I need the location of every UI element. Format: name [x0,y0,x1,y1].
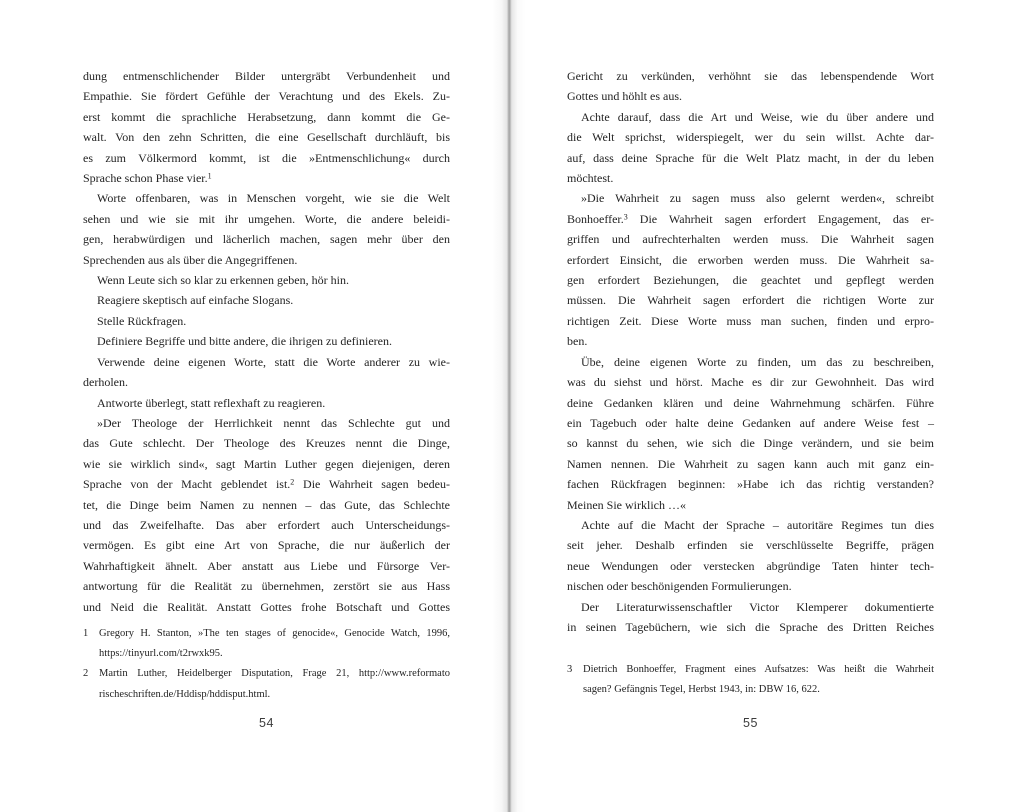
text-line: Worte offenbaren, was in Menschen vorgeht, wie sie die Welt [97,191,450,206]
text-line: gen, herabwürdigen und lächerlich machen, sagen mehr über den [83,232,450,247]
text-line: Gericht zu verkünden, verhöhnt sie das lebenspendende Wort [567,69,934,83]
text-line: Sprechenden aus als über die Angegriffenen. [83,252,298,267]
text-line: was du siehst und hörst. Mache es dir zur Gewohnheit. Das wird [567,375,934,390]
text-line: Antworte überlegt, statt reflexhaft zu reagieren. [97,395,326,410]
text-line: Sprache von der Macht geblendet ist.$^2$ Die Wahrheit sagen bedeu- [83,477,450,492]
text-line: richtigen Zeit. Diese Worte muss man suchen, finden und erpro- [567,313,934,328]
paragraph [83,270,450,290]
footnote-text [583,660,934,700]
paragraph [567,107,934,189]
page-gutter-shadow [492,0,526,812]
text-line: nischen oder beschönigenden Formulierungen. [567,579,792,594]
footnote-text [99,664,450,704]
text-line: Übe, deine eigenen Worte zu finden, um das zu beschreiben, [581,354,934,369]
text-line: Achte darauf, dass die Art und Weise, wie du über andere und [581,109,934,124]
text-line: Sprache schon Phase vier.$^1$ [83,171,212,186]
paragraph [83,311,450,331]
page-number-right: 55 [743,716,758,730]
text-line: und das Zweifelhafte. Das aber erfordert auch Unterscheidungs- [83,517,450,532]
text-line: Gottes und höhlt es aus. [567,89,682,104]
text-line: tet, die Dinge beim Namen zu nennen – das Gute, das Schlechte [83,497,450,512]
footnote-marker: 1 [207,171,212,181]
text-line: dung entmenschlichender Bilder untergräbt Verbundenheit und [83,69,450,83]
text-line: deine Gedanken klären und deine Wahrnehmung schärfen. Führe [567,395,934,410]
text-line: und Neid die Realität. Anstatt Gottes frohe Botschaft und Gottes [83,599,450,614]
footnote-line: Dietrich Bonhoeffer, Fragment eines Aufsatzes: Was heißt die Wahrheit [583,664,934,675]
paragraph [83,413,450,617]
paragraph [567,352,934,515]
text-line: Stelle Rückfragen. [97,313,187,328]
text-line: wie sie wirklich sind«, sagt Martin Luther gegen diejenigen, deren [83,456,450,471]
text-line: »Der Theologe der Herrlichkeit nennt das Schlechte gut und [97,415,450,430]
text-line: müssen. Die Wahrheit sagen erfordert die richtigen Worte zur [567,293,934,308]
paragraph [567,66,934,107]
body-text-left [83,66,450,617]
paragraph [567,515,934,597]
text-line: das Gute schlecht. Der Theologe des Kreuzes nennt die Dinge, [83,436,450,451]
text-line: erst kommt die sprachliche Herabsetzung, dann kommt die Ge- [83,109,450,124]
text-line: »Die Wahrheit zu sagen muss also gelernt werden«, schreibt [581,191,934,206]
footnote-line: rischeschriften.de/Hddisp/hddisput.html. [99,688,271,700]
text-line: seit jeher. Deshalb erfinden sie verschlüsselte Begriffe, prägen [567,538,934,553]
text-line: vermögen. Es gibt eine Art von Sprache, die nur äußerlich der [83,538,450,553]
footnote-marker: 3 [623,212,628,222]
text-line: es zum Völkermord kommt, ist die »Entmenschlichung« durch [83,150,450,165]
text-line: auf, dass deine Sprache für die Welt Platz macht, in der du leben [567,150,934,165]
text-line: Bonhoeffer.$^3$ Die Wahrheit sagen erfordert Engagement, das er- [567,211,934,226]
footnotes-left [83,624,450,705]
text-line: antwortung für die Realität zu übernehmen, zerstört sie aus Hass [83,579,450,594]
paragraph [83,393,450,413]
text-line: derholen. [83,375,128,390]
paragraph [83,66,450,188]
text-line: möchtest. [567,171,614,186]
footnote [567,660,934,700]
text-line: Der Literaturwissenschaftler Victor Klemperer dokumentierte [581,599,934,614]
text-line: in seinen Tagebüchern, wie sich die Sprache des Dritten Reiches [567,619,934,634]
text-line: gen erfordert Beziehungen, die geachtet und gepflegt werden [567,273,934,288]
text-line: Wenn Leute sich so klar zu erkennen geben, hör hin. [97,273,349,288]
footnote-marker: 2 [290,477,295,487]
text-line: erfordert Einsicht, die erworben werden muss. Die Wahrheit sa- [567,252,934,267]
paragraph [83,352,450,393]
paragraph [567,188,934,351]
text-line: Meinen Sie wirklich …« [567,497,686,512]
paragraph [83,290,450,310]
footnote [83,624,450,664]
footnote-number: 2 [83,668,89,680]
text-line: walt. Von den zehn Schritten, die eine Gesellschaft durchläuft, bis [83,130,450,145]
text-line: Achte auf die Macht der Sprache – autoritäre Regimes tun dies [581,517,934,532]
text-line: griffen und aufrechterhalten werden muss. Die Wahrheit sagen [567,232,934,247]
footnote-line: sagen? Gefängnis Tegel, Herbst 1943, in: DBW 16, 622. [583,684,820,696]
text-line: Verwende deine eigenen Worte, statt die Worte anderer zu wie- [97,354,450,369]
text-line: Reagiere skeptisch auf einfache Slogans. [97,293,294,308]
text-line: fachen Rückfragen beginnen: »Habe ich das richtig verstanden? [567,477,934,492]
paragraph [567,597,934,638]
text-line: Definiere Begriffe und bitte andere, die ihrigen zu definieren. [97,334,392,349]
paragraph [83,331,450,351]
footnote [83,664,450,704]
footnote-line: Martin Luther, Heidelberger Disputation, Frage 21, http://www.reformato [99,668,450,680]
text-line: sehen und wie sie mit ihr umgehen. Worte, die andere beleidi- [83,211,450,226]
footnote-text [99,624,450,664]
page-number-left: 54 [259,716,274,730]
footnote-line: Gregory H. Stanton, »The ten stages of genocide«, Genocide Watch, 1996, [99,628,450,639]
footnote-number: 1 [83,628,89,639]
text-line: Empathie. Sie fördert Gefühle der Verachtung und des Ekels. Zu- [83,89,450,104]
footnote-line: https://tinyurl.com/t2rwxk95. [99,648,223,660]
text-line: Wahrhaftigkeit ähnelt. Aber anstatt aus Liebe und Fürsorge Ver- [83,558,450,573]
text-line: Namen nennen. Die Wahrheit zu sagen kann auch mit ganz ein- [567,456,934,471]
text-line: so kannst du sehen, wie sich die Dinge verändern, und sie beim [567,436,934,451]
footnotes-right [567,660,934,700]
text-line: die Welt sprichst, widerspiegelt, wer du sein willst. Achte dar- [567,130,934,145]
footnote-number: 3 [567,664,573,675]
text-line: ein Tagebuch oder halte deine Gedanken auf andere Weise fest – [567,415,934,430]
body-text-right [567,66,934,637]
text-line: ben. [567,334,588,349]
paragraph [83,188,450,270]
text-line: neue Wendungen oder verstecken abgründige Taten hinter tech- [567,558,934,573]
